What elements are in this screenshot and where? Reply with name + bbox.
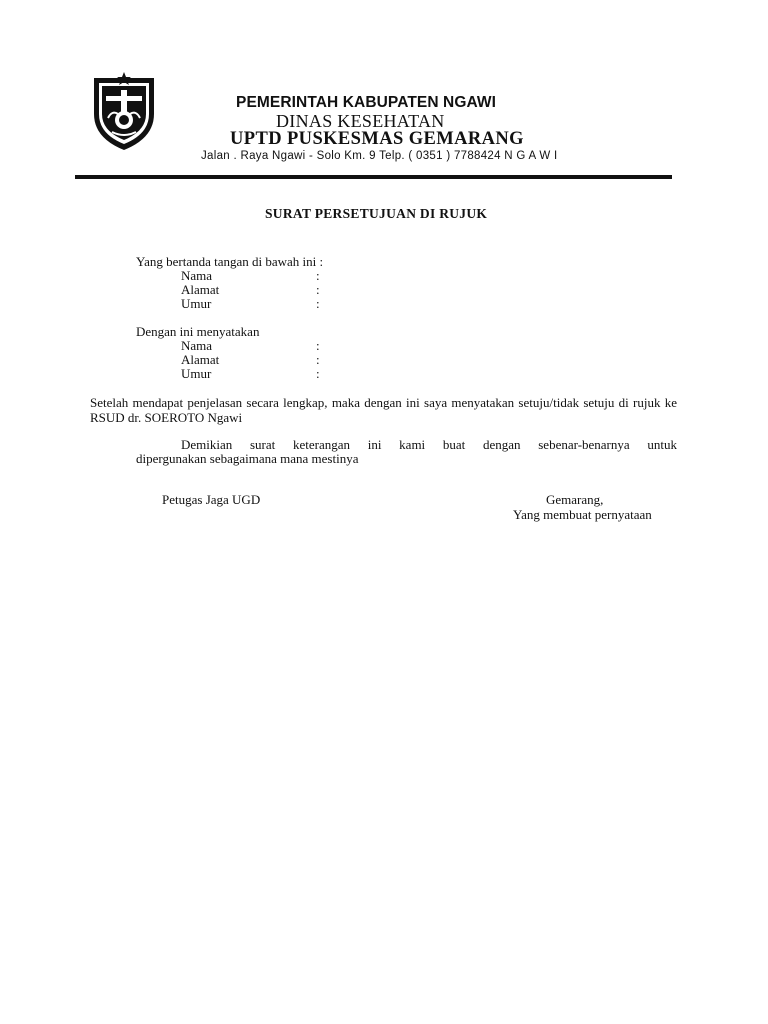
section1-field-nama: Nama: [181, 268, 213, 283]
section2-field-umur: Umur: [181, 366, 212, 381]
section1-colon: :: [316, 296, 320, 311]
section2-colon: :: [316, 366, 320, 381]
regency-emblem-icon: [88, 72, 160, 152]
section2-colon: :: [316, 338, 320, 353]
signature-left-label: Petugas Jaga UGD: [162, 492, 261, 507]
signature-right-role: Yang membuat pernyataan: [513, 507, 652, 522]
document-title: SURAT PERSETUJUAN DI RUJUK: [265, 206, 488, 221]
letterhead-divider: [75, 175, 672, 179]
section1-field-umur: Umur: [181, 296, 212, 311]
section1-intro: Yang bertanda tangan di bawah ini :: [136, 254, 324, 269]
section2-intro: Dengan ini menyatakan: [136, 324, 260, 339]
section2-colon: :: [316, 352, 320, 367]
section1-colon: :: [316, 282, 320, 297]
closing-paragraph-line1: Demikian surat keterangan ini kami buat dengan sebenar-benarnya untuk: [181, 437, 677, 452]
letterhead-address: Jalan . Raya Ngawi - Solo Km. 9 Telp. ( 0351 ) 7788424 N G A W I: [201, 150, 558, 162]
letterhead-government: PEMERINTAH KABUPATEN NGAWI: [236, 94, 497, 111]
letterhead-unit: UPTD PUSKESMAS GEMARANG: [230, 129, 524, 149]
consent-paragraph: Setelah mendapat penjelasan secara lengkap, maka dengan ini saya menyatakan setuju/tidak setuju di rujuk ke RSUD dr. SOEROTO Ngawi: [90, 395, 677, 425]
section1-field-alamat: Alamat: [181, 282, 220, 297]
section1-colon: :: [316, 268, 320, 283]
section2-field-alamat: Alamat: [181, 352, 220, 367]
closing-paragraph-line2: dipergunakan sebagaimana mana mestinya: [136, 451, 359, 466]
section2-field-nama: Nama: [181, 338, 213, 353]
signature-right-place: Gemarang,: [546, 492, 604, 507]
letterhead-department: DINAS KESEHATAN: [276, 111, 445, 131]
